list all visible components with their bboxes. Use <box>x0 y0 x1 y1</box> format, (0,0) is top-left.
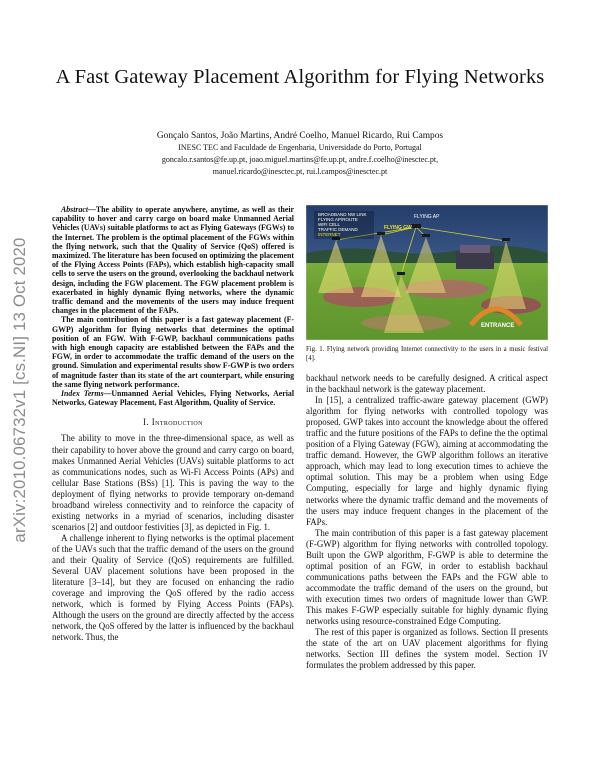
section-heading-introduction <box>52 417 294 427</box>
right-column <box>306 205 548 671</box>
abstract-paragraph-2: The main contribution of this paper is a fast gateway placement (F-GWP) algorithm for flying networks that determines the optimal position of an FGW. With F-GWP, backhaul communications paths with high enough capacity are established between the FAPs and the FGW, in order to accommodate the traffic demand of the users on the ground. Simulation and experimental results show F-GWP is two orders of magnitude faster than its state of the art counterpart, while ensuring the same flying network performance. <box>52 315 294 389</box>
affiliation: INESC TEC and Faculdade de Engenharia, Universidade do Porto, Portugal <box>178 143 422 152</box>
flying-gw-label: FLYING GW <box>384 225 412 231</box>
entrance-label: ENTRANCE <box>481 323 515 329</box>
intro-paragraph-1: The ability to move in the three-dimensional space, as well as their capability to hover above the ground and carry cargo on board, makes Unmanned Aerial Vehicles (UAVs) suitable platforms to act as communications nodes, such as Wi-Fi Access Points (APs) and cellular Base Stations (BSs) [1]. This is paving the way to the deployment of flying networks to provide temporary on-demand broadband wireless connectivity and to reinforce the capacity of existing networks in a myriad of scenarios, including disaster scenarios [2] and outdoor festivities [3], as depicted in Fig. 1. <box>52 433 294 532</box>
left-column <box>52 205 294 643</box>
email-line-1: goncalo.r.santos@fe.up.pt, joao.miguel.martins@fe.up.pt, andre.f.coelho@inesctec.pt, <box>161 155 439 164</box>
paper-title: A Fast Gateway Placement Algorithm for Flying Networks <box>55 66 545 88</box>
abstract-label: Abstract <box>61 205 89 214</box>
index-terms-label: Index Terms <box>61 389 104 399</box>
figure-1-caption: Fig. 1. Flying network providing Internet connectivity to the users in a music festival [4]. <box>306 346 548 362</box>
email-list <box>40 154 560 177</box>
email-line-2: manuel.ricardo@inesctec.pt, rui.l.campos@inesctec.pt <box>212 166 388 176</box>
right-paragraph-2: In [15], a centralized traffic-aware gateway placement (GWP) algorithm for flying networks with controlled topology was proposed. GWP takes into account the knowledge about the offered traffic and the future positions of the FAPs to define the the optimal position of a Flying Gateway (FGW), aiming at accommodating the traffic demand. However, the GWP algorithm follows an iterative approach, which may lead to long execution times to achieve the optimal solution. This may be a problem when using Edge Computing, especially for large and highly dynamic flying networks where the dynamic traffic demand and the movements of the users may induce frequent changes in the placement of the FAPs. <box>306 395 548 527</box>
author-list: Gonçalo Santos, João Martins, André Coelho, Manuel Ricardo, Rui Campos <box>156 131 444 141</box>
arxiv-identifier: arXiv:2010.06732v1 [cs.NI] 13 Oct 2020 <box>10 237 29 543</box>
legend-item-3: WIFI CELL <box>318 222 341 227</box>
abstract-text-1: —The ability to operate anywhere, anytime, as well as their capability to hover and carry cargo on board make Unmanned Aerial Vehicles (UAVs) suitable platforms to act as Flying Gateways (FGWs) to the Internet. The problem is the optimal placement of the FGWs within the flying network, such that the Quality of Service (QoS) offered is maximized. The literature has been focused on optimizing the placement of the Flying Access Points (FAPs), which establish high-capacity small cells to serve the users on the ground, overlooking the backhaul network design, including the FGW placement. The FGW placement problem is exacerbated in highly dynamic flying networks, where the dynamic traffic demand and the movements of the users may induce frequent changes in the placement of the FAPs. <box>52 205 294 316</box>
figure-1-illustration <box>306 205 548 340</box>
section-title: Introduction <box>151 417 203 428</box>
right-paragraph-4: The rest of this paper is organized as follows. Section II presents the state of the art on UAV placement algorithms for flying networks. Section III defines the system model. Section IV formulates the problem addressed by this paper. <box>306 627 548 671</box>
legend-item-5: INTERNET <box>318 232 341 237</box>
legend-item-1: BROADBAND NW LINK <box>318 212 367 217</box>
intro-paragraph-2: A challenge inherent to flying networks is the optimal placement of the UAVs such that the traffic demand of the users on the ground and their Quality of Service (QoS) requirements are fulfilled. Several UAV placement solutions have been proposed in the literature [3–14], but they are focused on enhancing the radio coverage and improving the QoS offered by the radio access network, which is formed by Flying Access Points (FAPs). Although the users on the ground are directly affected by the access network, the QoS offered by the latter is influenced by the backhaul network. Thus, the <box>52 532 294 643</box>
index-terms-text: —Unmanned Aerial Vehicles, Flying Networks, Aerial Networks, Gateway Placement, Fast Algorithm, Quality of Service. <box>52 389 295 408</box>
right-paragraph-1: backhaul network needs to be carefully designed. A critical aspect in the backhaul network is the gateway placement. <box>306 373 548 395</box>
right-paragraph-3: The main contribution of this paper is a fast gateway placement (F-GWP) algorithm for flying networks with controlled topology. Built upon the GWP algorithm, F-GWP is able to determine the optimal position of an FGW, in order to establish backhaul communications paths between the FAPs and the FGW able to accommodate the traffic demand of the users on the ground, but with execution times two orders of magnitude lower than GWP. This makes F-GWP especially suitable for highly dynamic flying networks using resource-constrained Edge Computing. <box>306 527 548 627</box>
legend-item-4: TRAFFIC DEMAND <box>318 227 358 232</box>
flying-ap-label: FLYING AP <box>414 214 440 220</box>
abstract-paragraph-1 <box>52 205 294 315</box>
arxiv-stamp <box>3 210 37 570</box>
index-terms <box>52 389 294 407</box>
legend-item-2: FLYING AP/ROUTE <box>318 217 358 222</box>
section-number: I. <box>143 417 150 428</box>
